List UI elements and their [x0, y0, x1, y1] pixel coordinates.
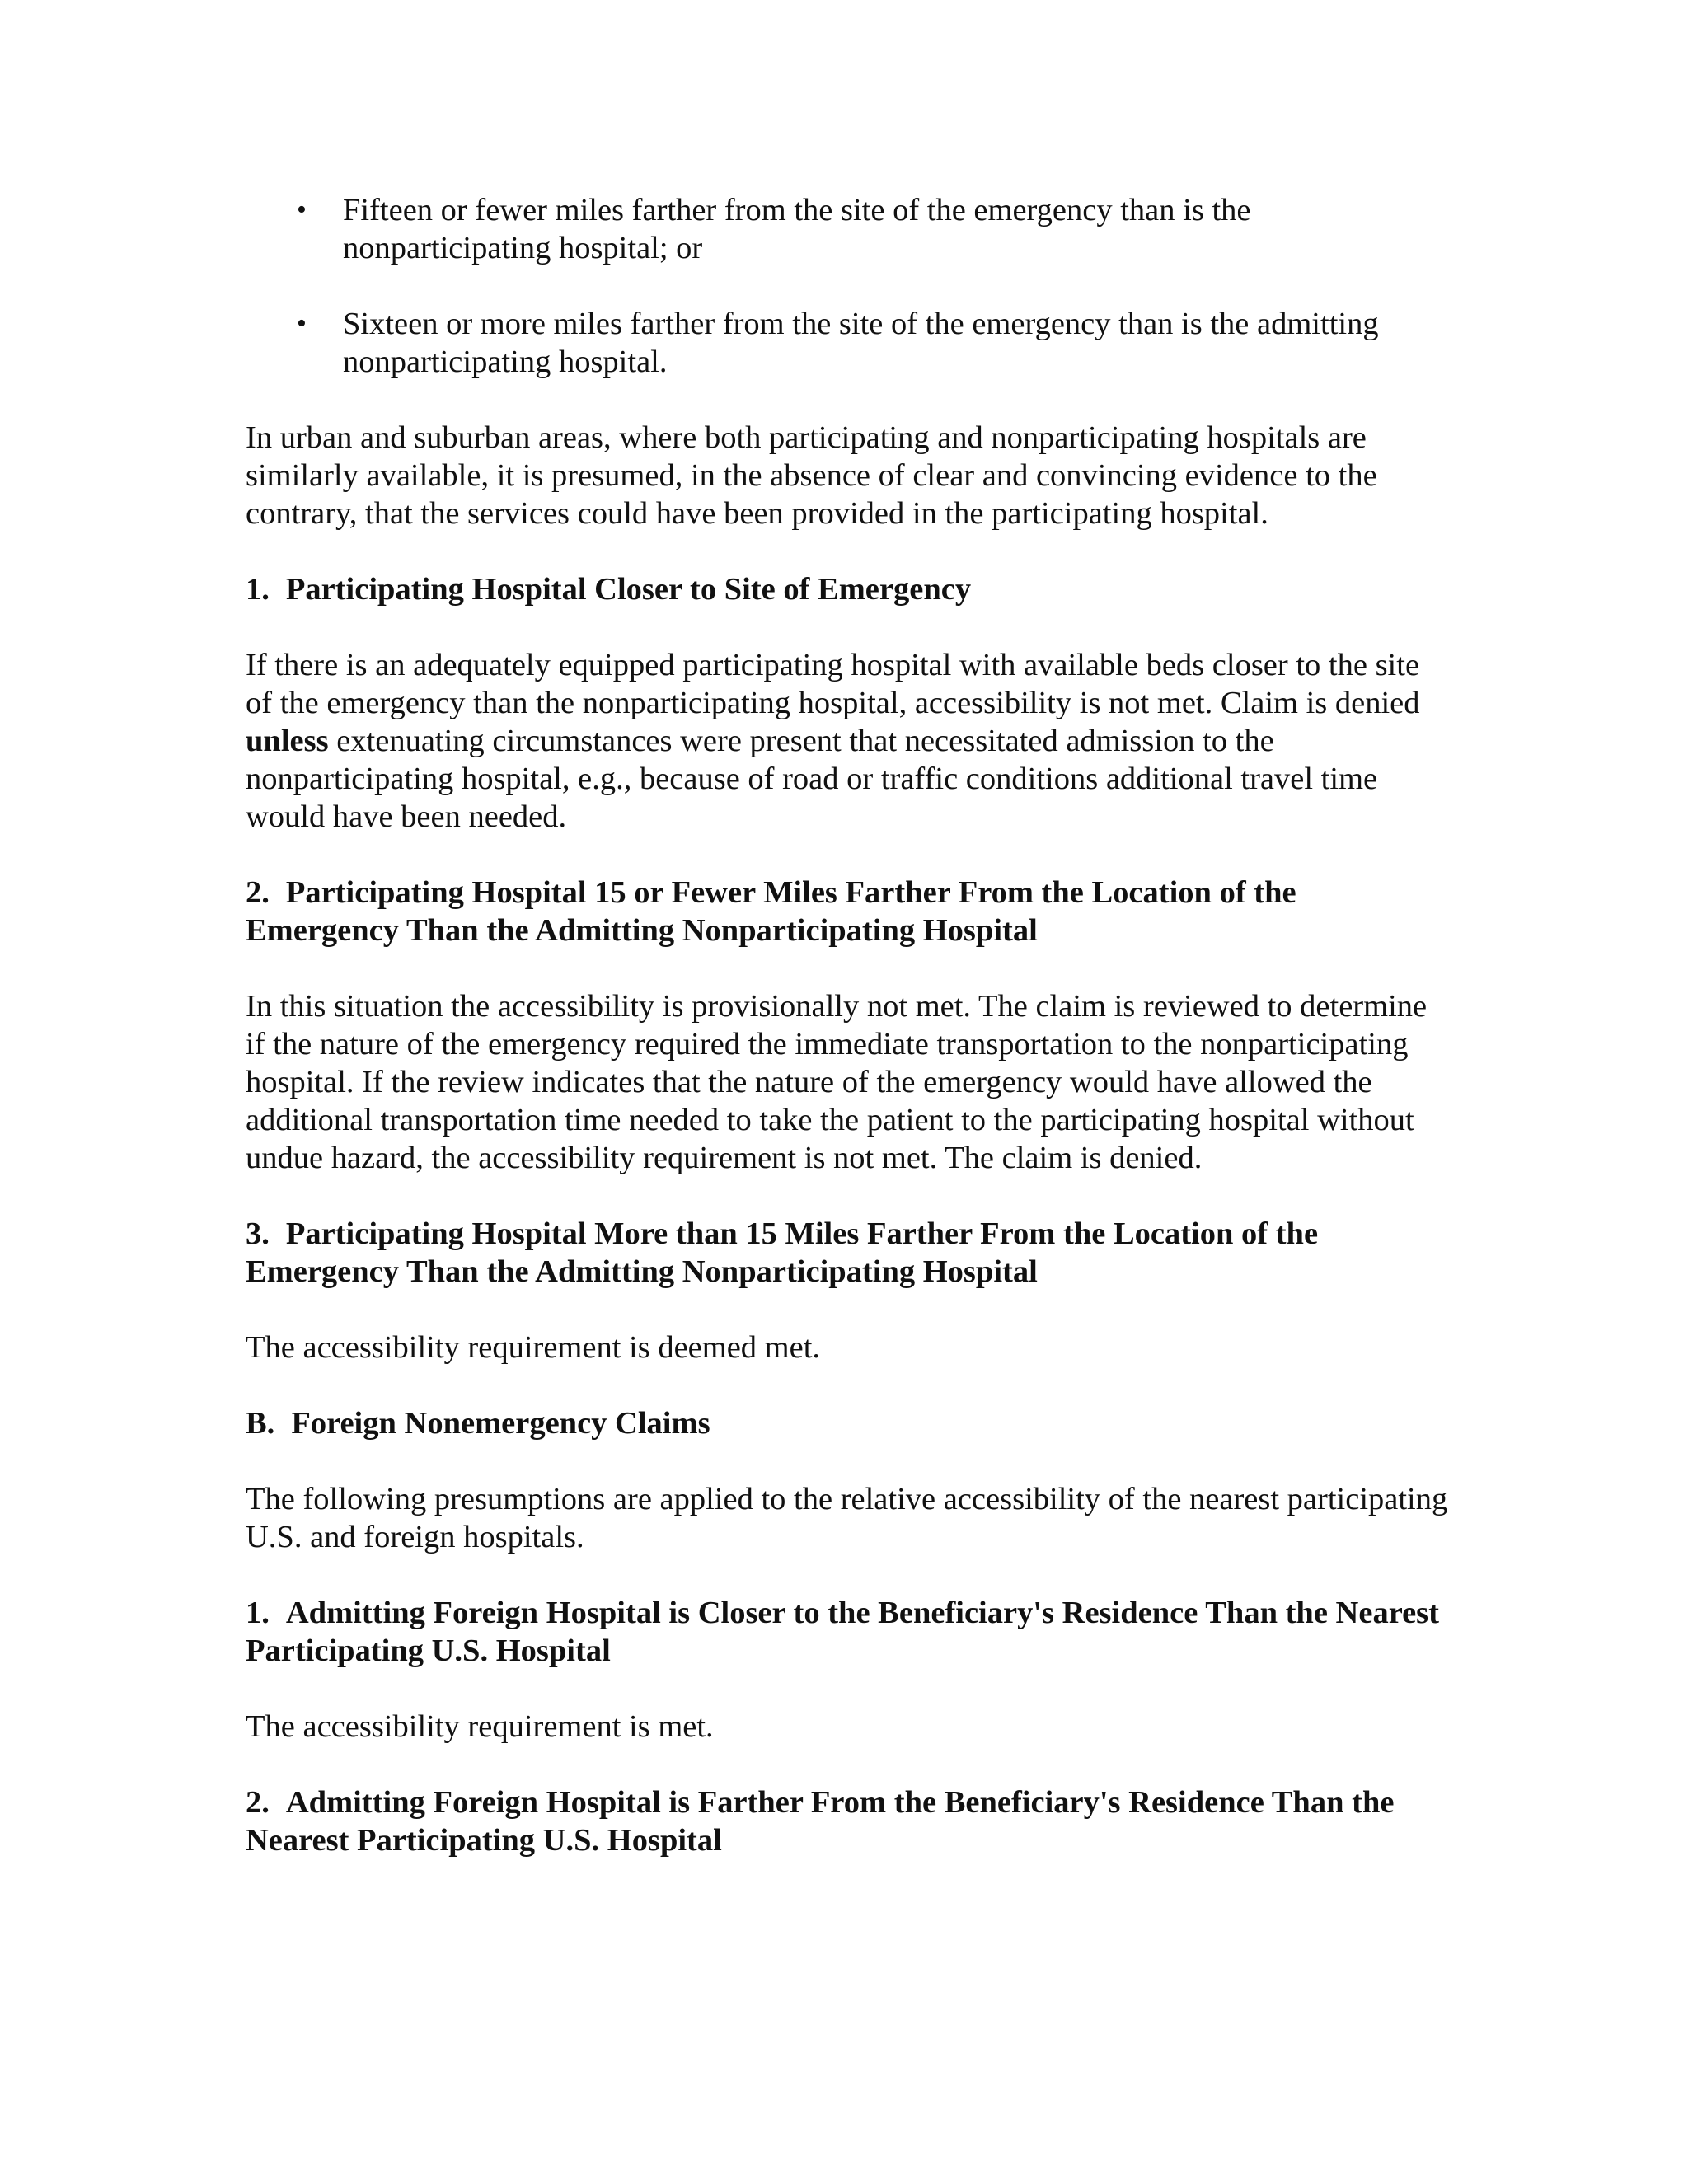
section-2-body: In this situation the accessibility is provisionally not met. The claim is reviewed to determine if the nature of the emergency required the immediate transportation to the nonparticipating hospital. If the review indicates that the nature of the emergency would have allowed the additional transportation time needed to take the patient to the participating hospital without undue hazard, the accessibility requirement is not met. The claim is denied.	[246, 989, 1428, 1175]
section-title: Participating Hospital 15 or Fewer Miles Farther From the Location of the Emergency Than the Admitting Nonparticipating Hospital	[246, 875, 1296, 948]
bullet-item	[246, 305, 1431, 381]
bullet-item	[246, 191, 1431, 267]
section-title: Admitting Foreign Hospital is Farther From the Beneficiary's Residence Than the Nearest Participating U.S. Hospital	[246, 1785, 1395, 1858]
section-number: 1.	[246, 572, 270, 607]
section-heading-2	[246, 874, 1449, 949]
section-title: Foreign Nonemergency Claims	[291, 1406, 710, 1441]
section-heading-b1	[246, 1594, 1449, 1670]
section-title: Participating Hospital More than 15 Miles Farther From the Location of the Emergency Than the Admitting Nonparticipating Hospital	[246, 1216, 1319, 1289]
section-number: 2.	[246, 1785, 270, 1820]
section-heading-1	[246, 570, 1449, 608]
section-1-body	[246, 646, 1449, 836]
body-text: extenuating circumstances were present that necessitated admission to the nonparticipating hospital, e.g., because of road or traffic conditions additional travel time would have been needed.	[246, 724, 1378, 834]
emphasis-unless: unless	[246, 724, 329, 758]
section-b-body: The following presumptions are applied to the relative accessibility of the nearest participating U.S. and foreign hospitals.	[246, 1482, 1448, 1554]
bullet-icon: •	[297, 308, 307, 339]
section-heading-b2	[246, 1783, 1449, 1859]
section-title: Admitting Foreign Hospital is Closer to the Beneficiary's Residence Than the Nearest Participating U.S. Hospital	[246, 1596, 1439, 1668]
page-content	[246, 191, 1449, 1897]
section-3-body: The accessibility requirement is deemed met.	[246, 1330, 821, 1365]
bullet-icon: •	[297, 194, 307, 225]
intro-paragraph: In urban and suburban areas, where both participating and nonparticipating hospitals are similarly available, it is presumed, in the absence of clear and convincing evidence to the contrary, that the services could have been provided in the participating hospital.	[246, 420, 1377, 531]
bullet-list	[246, 191, 1449, 381]
body-text: If there is an adequately equipped participating hospital with available beds closer to the site of the emergency than the nonparticipating hospital, accessibility is not met. Claim is denied	[246, 648, 1420, 720]
section-b1-body: The accessibility requirement is met.	[246, 1709, 714, 1744]
bullet-text: Sixteen or more miles farther from the site of the emergency than is the admitting nonparticipating hospital.	[343, 307, 1379, 379]
section-number: 3.	[246, 1216, 270, 1251]
section-heading-3	[246, 1215, 1449, 1291]
section-title: Participating Hospital Closer to Site of Emergency	[285, 572, 972, 607]
section-number: B.	[246, 1406, 275, 1441]
section-number: 2.	[246, 875, 270, 910]
section-number: 1.	[246, 1596, 270, 1630]
bullet-text: Fifteen or fewer miles farther from the site of the emergency than is the nonparticipating hospital; or	[343, 193, 1251, 265]
section-heading-b	[246, 1404, 1449, 1442]
